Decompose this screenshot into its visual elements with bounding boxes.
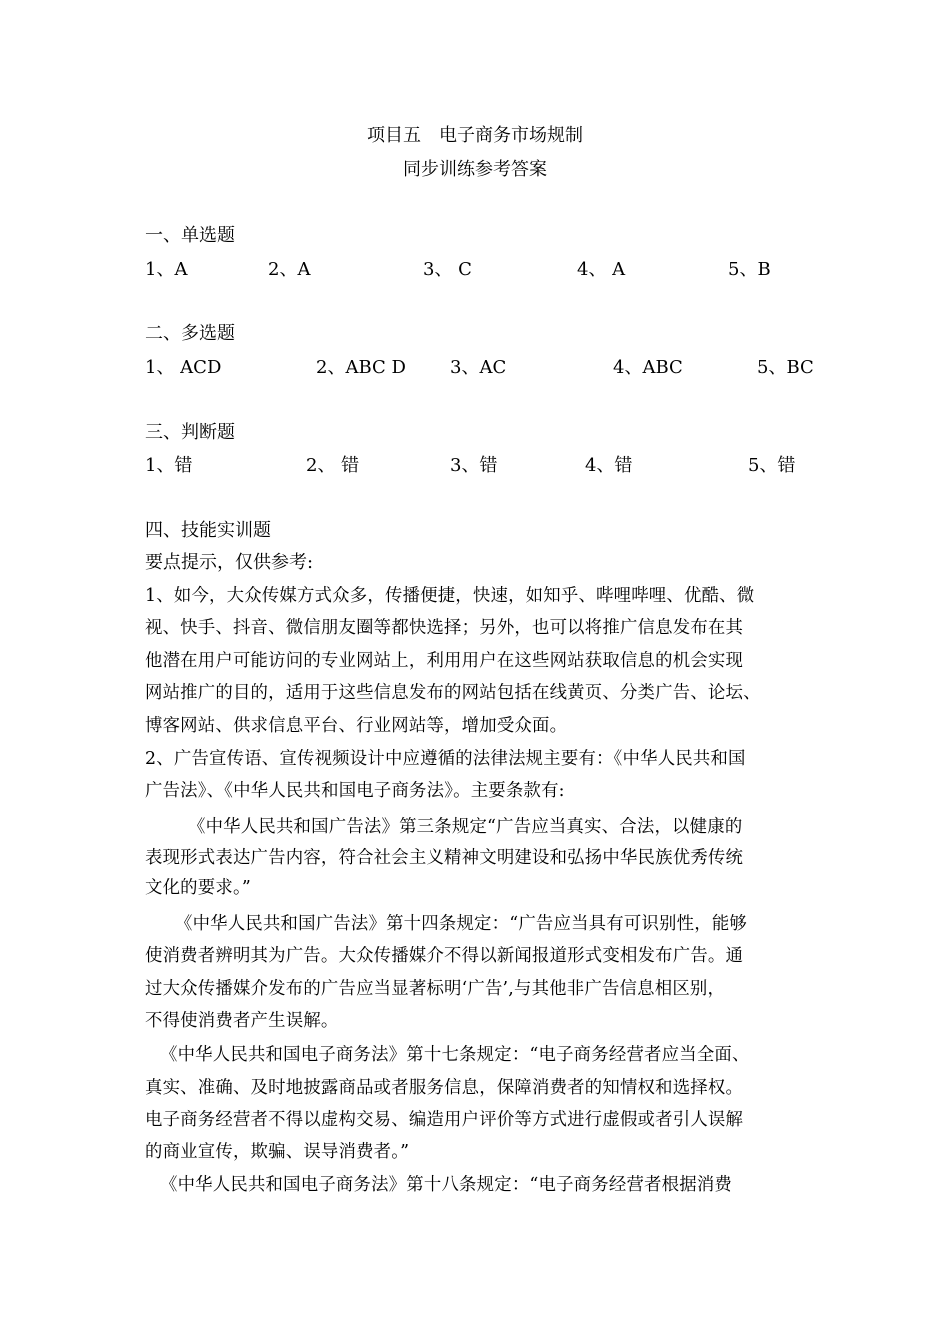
body-line: 的商业宣传，欺骗、误导消费者。” <box>145 1142 410 1162</box>
body-line: 2、广告宣传语、宣传视频设计中应遵循的法律法规主要有：《中华人民共和国 <box>145 749 746 769</box>
answer-item: 5、B <box>728 259 771 280</box>
body-line: 表现形式表达广告内容，符合社会主义精神文明建设和弘扬中华民族优秀传统 <box>145 848 744 868</box>
body-line: 不得使消费者产生误解。 <box>145 1011 339 1031</box>
body-line: 《中华人民共和国电子商务法》第十八条规定：“电子商务经营者根据消费 <box>160 1175 732 1195</box>
section-heading-multiple-choice: 二、多选题 <box>145 323 235 344</box>
answer-item: 4、ABC <box>613 357 683 378</box>
body-line: 《中华人民共和国电子商务法》第十七条规定：“电子商务经营者应当全面、 <box>160 1045 750 1065</box>
answer-item: 3、AC <box>450 357 507 378</box>
answer-item: 1、错 <box>145 455 193 476</box>
body-line: 使消费者辨明其为广告。大众传播媒介不得以新闻报道形式变相发布广告。通 <box>145 946 744 966</box>
answer-item: 2、A <box>268 259 311 280</box>
body-line: 博客网站、供求信息平台、行业网站等，增加受众面。 <box>145 716 568 736</box>
section-heading-skill-training: 四、技能实训题 <box>145 520 271 541</box>
answer-item: 5、错 <box>748 455 796 476</box>
answer-item: 4、 A <box>577 259 626 280</box>
answer-item: 5、BC <box>757 357 814 378</box>
document-title: 项目五 电子商务市场规制 <box>367 125 583 146</box>
answer-item: 4、错 <box>585 455 633 476</box>
body-line: 电子商务经营者不得以虚构交易、编造用户评价等方式进行虚假或者引人误解 <box>145 1110 744 1130</box>
body-line: 文化的要求。” <box>145 878 251 898</box>
answer-item: 1、A <box>145 259 188 280</box>
answer-item: 2、ABC D <box>316 357 406 378</box>
section-heading-single-choice: 一、单选题 <box>145 225 235 246</box>
body-line: 网站推广的目的，适用于这些信息发布的网站包括在线黄页、分类广告、论坛、 <box>145 683 761 703</box>
body-line: 《中华人民共和国广告法》第三条规定“广告应当真实、合法，以健康的 <box>188 817 743 837</box>
answer-item: 3、错 <box>450 455 498 476</box>
body-line: 1、如今，大众传媒方式众多，传播便捷，快速，如知乎、哔哩哔哩、优酷、微 <box>145 586 755 606</box>
body-line: 真实、准确、及时地披露商品或者服务信息，保障消费者的知情权和选择权。 <box>145 1078 744 1098</box>
answer-item: 2、 错 <box>306 455 360 476</box>
body-line: 《中华人民共和国广告法》第十四条规定：“广告应当具有可识别性，能够 <box>175 914 747 934</box>
section-heading-true-false: 三、判断题 <box>145 422 235 443</box>
body-line: 过大众传播媒介发布的广告应当显著标明‘广告’,与其他非广告信息相区别， <box>145 979 726 999</box>
answer-item: 3、 C <box>423 259 472 280</box>
document-subtitle: 同步训练参考答案 <box>403 159 547 180</box>
body-line: 广告法》、《中华人民共和国电子商务法》。主要条款有: <box>145 781 565 801</box>
hint-intro: 要点提示，仅供参考: <box>145 552 314 573</box>
body-line: 他潜在用户可能访问的专业网站上，利用用户在这些网站获取信息的机会实现 <box>145 651 744 671</box>
answer-item: 1、 ACD <box>145 357 222 378</box>
body-line: 视、快手、抖音、微信朋友圈等都快选择；另外，也可以将推广信息发布在其 <box>145 618 744 638</box>
